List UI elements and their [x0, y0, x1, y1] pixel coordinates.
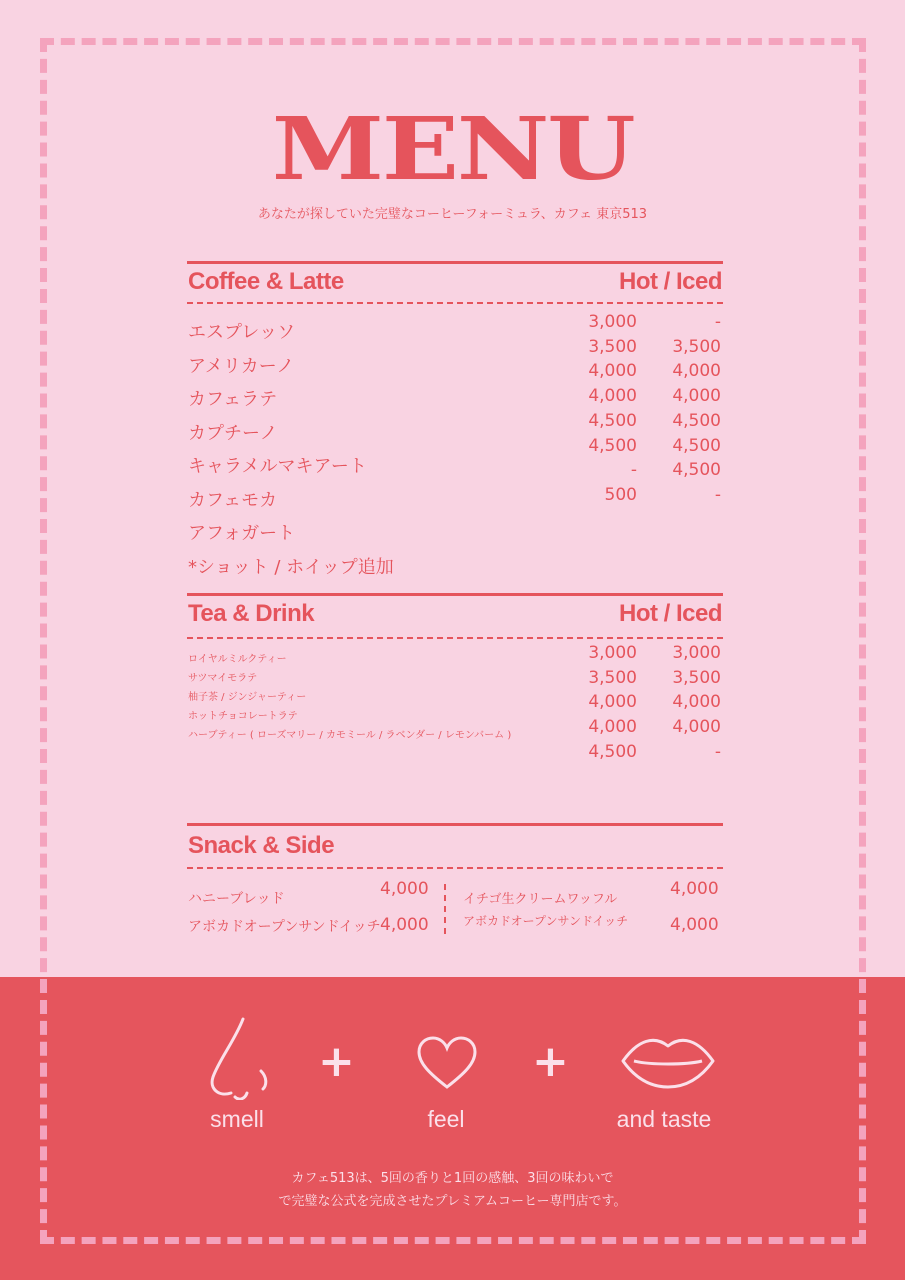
section-divider — [187, 637, 723, 639]
feel-label: feel — [427, 1106, 465, 1132]
hot-price: 3,500 — [588, 667, 637, 688]
hot-price: 4,000 — [588, 717, 637, 738]
lips-icon — [620, 1032, 716, 1090]
hot-price: 3,500 — [588, 336, 637, 357]
menu-item-name: キャラメルマキアート — [188, 456, 367, 477]
hot-price: 3,000 — [588, 643, 637, 663]
hot-price: 4,000 — [588, 386, 637, 407]
hot-price: - — [630, 460, 637, 481]
hot-price: 4,000 — [588, 361, 637, 382]
menu-item-name: アメリカーノ — [188, 355, 295, 377]
plus-icon: + — [318, 1036, 355, 1087]
iced-price: 4,500 — [672, 435, 721, 456]
snack-item-name: ハニーブレッド — [188, 891, 285, 907]
menu-item-name: *ショット / ホイップ追加 — [188, 556, 394, 578]
tea-columns-label: Hot / Iced — [618, 600, 722, 627]
iced-price: 4,000 — [672, 717, 721, 738]
nose-icon — [205, 1015, 275, 1100]
snack-item-price: 4,000 — [380, 879, 429, 899]
hot-price: 4,500 — [588, 435, 637, 456]
menu-item-name: サツマイモラテ — [188, 673, 258, 684]
subtitle: あなたが探していた完璧なコーヒーフォーミュラ、カフェ 東京513 — [257, 207, 648, 222]
menu-item-name: アフォガート — [188, 523, 296, 544]
hot-price: 3,000 — [588, 312, 637, 332]
smell-label: smell — [210, 1106, 264, 1132]
snack-item-price: 4,000 — [670, 879, 719, 899]
section-rule — [187, 823, 723, 826]
coffee-section-title: Coffee & Latte — [188, 268, 344, 295]
menu-item-name: カプチーノ — [188, 422, 278, 444]
iced-price: - — [714, 741, 721, 762]
iced-price: 3,500 — [672, 336, 721, 357]
iced-price: - — [714, 312, 721, 332]
page-title: MENU — [271, 99, 634, 200]
snack-section-title: Snack & Side — [188, 832, 335, 859]
heart-icon — [415, 1035, 479, 1091]
iced-price: 4,000 — [672, 386, 721, 407]
plus-icon: + — [532, 1036, 569, 1087]
iced-price: 4,000 — [672, 361, 721, 382]
hot-price: 4,000 — [588, 692, 637, 713]
section-rule — [187, 261, 723, 264]
snack-item-name: アボカドオープンサンドイッチ — [188, 919, 381, 935]
section-divider — [187, 867, 723, 869]
menu-item-name: 柚子茶 / ジンジャーティー — [188, 692, 307, 703]
footer-text-line2: で完璧な公式を完成させたプレミアムコーヒー専門店です。 — [278, 1194, 627, 1209]
menu-item-name: カフェラテ — [188, 389, 278, 410]
hot-price: 4,500 — [588, 741, 637, 762]
menu-item-name: ホットチョコレートラテ — [188, 711, 298, 722]
iced-price: 4,000 — [672, 692, 721, 713]
hot-price: 500 — [604, 484, 637, 505]
iced-price: 3,500 — [672, 667, 721, 688]
menu-item-name: エスプレッソ — [188, 322, 296, 343]
snack-item-name: アボカドオープンサンドイッチ — [463, 914, 629, 928]
footer-text-line1: カフェ513は、5回の香りと1回の感触、3回の味わいで — [291, 1171, 614, 1186]
iced-price: 3,000 — [672, 643, 721, 663]
snack-item-price: 4,000 — [380, 915, 429, 935]
iced-price: 4,500 — [672, 460, 721, 481]
menu-item-name: ロイヤルミルクティー — [188, 654, 287, 665]
taste-label: and taste — [616, 1106, 712, 1132]
hot-price: 4,500 — [588, 410, 637, 431]
snack-item-name: イチゴ生クリームワッフル — [463, 892, 618, 907]
menu-item-name: カフェモカ — [188, 489, 278, 511]
snack-column-separator — [444, 884, 446, 934]
iced-price: - — [714, 484, 721, 505]
iced-price: 4,500 — [672, 410, 721, 431]
snack-item-price: 4,000 — [670, 915, 719, 935]
menu-item-name: ハーブティー ( ローズマリー / カモミール / ラベンダー / レモンバーム ) — [188, 730, 512, 741]
section-rule — [187, 593, 723, 596]
tea-section-title: Tea & Drink — [188, 600, 315, 627]
section-divider — [187, 302, 723, 304]
coffee-columns-label: Hot / Iced — [618, 268, 722, 295]
